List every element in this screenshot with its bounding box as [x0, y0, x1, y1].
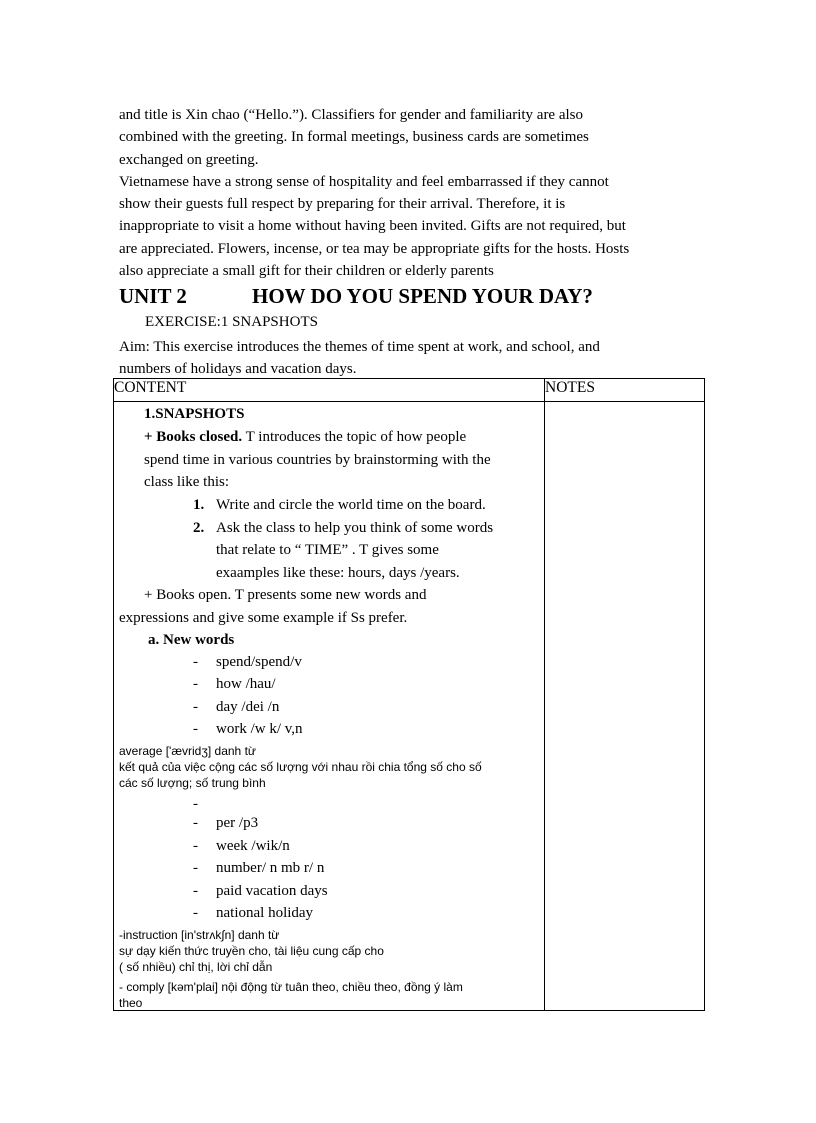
- books-open-line: + Books open. T presents some new words and: [144, 587, 427, 603]
- books-closed-text: T introduces the topic of how people: [242, 429, 467, 445]
- books-closed-line: class like this:: [144, 474, 229, 490]
- list-dash: -: [193, 838, 198, 854]
- unit-title: HOW DO YOU SPEND YOUR DAY?: [252, 284, 593, 308]
- intro-paragraph: [119, 104, 719, 282]
- step-text: Ask the class to help you think of some words: [216, 520, 494, 536]
- notes-cell: [545, 402, 705, 1011]
- vocab-item: national holiday: [216, 905, 314, 921]
- list-dash: -: [193, 796, 198, 812]
- definition-line: sự dạy kiến thức truyền cho, tài liệu cung cấp cho: [119, 944, 384, 958]
- step-number: 1.: [193, 497, 205, 513]
- step-text: Write and circle the world time on the board.: [216, 497, 486, 513]
- intro-line: show their guests full respect by preparing for their arrival. Therefore, it is: [119, 196, 566, 213]
- vocab-item: day /dei /n: [216, 699, 280, 715]
- definition-line: theo: [119, 996, 143, 1010]
- definition-line: ( số nhiều) chỉ thị, lời chỉ dẫn: [119, 960, 273, 974]
- definition-line: các số lượng; số trung bình: [119, 776, 266, 790]
- step-text: that relate to “ TIME” . T gives some: [216, 542, 439, 558]
- table-header-row: [114, 379, 705, 402]
- new-words-heading: a. New words: [148, 632, 235, 648]
- intro-line: are appreciated. Flowers, incense, or tea may be appropriate gifts for the hosts. Hosts: [119, 240, 630, 257]
- aim-line: numbers of holidays and vacation days.: [119, 361, 357, 378]
- intro-line: also appreciate a small gift for their children or elderly parents: [119, 263, 494, 280]
- notes-header: NOTES: [545, 379, 705, 402]
- vocab-item: how /hau/: [216, 676, 276, 692]
- intro-line: Vietnamese have a strong sense of hospitality and feel embarrassed if they cannot: [119, 173, 609, 190]
- list-dash: -: [193, 699, 198, 715]
- list-dash: -: [193, 860, 198, 876]
- vocab-item: per /p3: [216, 815, 259, 831]
- content-cell: [114, 402, 545, 1011]
- table-row: [114, 402, 705, 1011]
- content-header: CONTENT: [114, 379, 545, 402]
- books-open-line: expressions and give some example if Ss prefer.: [119, 610, 408, 626]
- step-number: 2.: [193, 520, 205, 536]
- vocab-item: number/ n mb r/ n: [216, 860, 325, 876]
- section-title: 1.SNAPSHOTS: [144, 406, 245, 422]
- list-dash: -: [193, 905, 198, 921]
- definition-line: average ['ævridʒ] danh từ: [119, 744, 256, 758]
- intro-line: and title is Xin chao (“Hello.”). Classifiers for gender and familiarity are also: [119, 107, 584, 123]
- intro-line: inappropriate to visit a home without having been invited. Gifts are not required, but: [119, 218, 626, 235]
- vocab-item: work /w k/ v,n: [216, 721, 303, 737]
- books-closed-label: + Books closed.: [144, 429, 243, 445]
- aim-paragraph: [119, 336, 719, 381]
- list-dash: -: [193, 815, 198, 831]
- definition-line: -instruction [in'strʌk∫n] danh từ: [119, 928, 280, 942]
- unit-heading: [119, 284, 593, 309]
- exercise-heading: EXERCISE:1 SNAPSHOTS: [145, 314, 318, 330]
- vocab-item: paid vacation days: [216, 883, 328, 899]
- list-dash: -: [193, 883, 198, 899]
- intro-line: combined with the greeting. In formal meetings, business cards are sometimes: [119, 129, 589, 146]
- list-dash: -: [193, 676, 198, 692]
- unit-number: UNIT 2: [119, 284, 187, 308]
- definition-line: kết quả của việc cộng các số lượng với nhau rồi chia tổng số cho số: [119, 760, 482, 774]
- vocab-item: spend/spend/v: [216, 654, 302, 670]
- list-dash: -: [193, 654, 198, 670]
- definition-line: - comply [kəm'plai] nội động từ tuân theo, chiều theo, đồng ý làm: [119, 980, 463, 994]
- aim-line: Aim: This exercise introduces the themes of time spent at work, and school, and: [119, 339, 600, 355]
- step-text: exaamples like these: hours, days /years.: [216, 565, 460, 581]
- books-closed-line: spend time in various countries by brainstorming with the: [144, 452, 491, 468]
- books-closed-line: [144, 429, 466, 446]
- lesson-table: [113, 378, 705, 1011]
- list-dash: -: [193, 721, 198, 737]
- intro-line: exchanged on greeting.: [119, 151, 259, 168]
- vocab-item: week /wik/n: [216, 838, 290, 854]
